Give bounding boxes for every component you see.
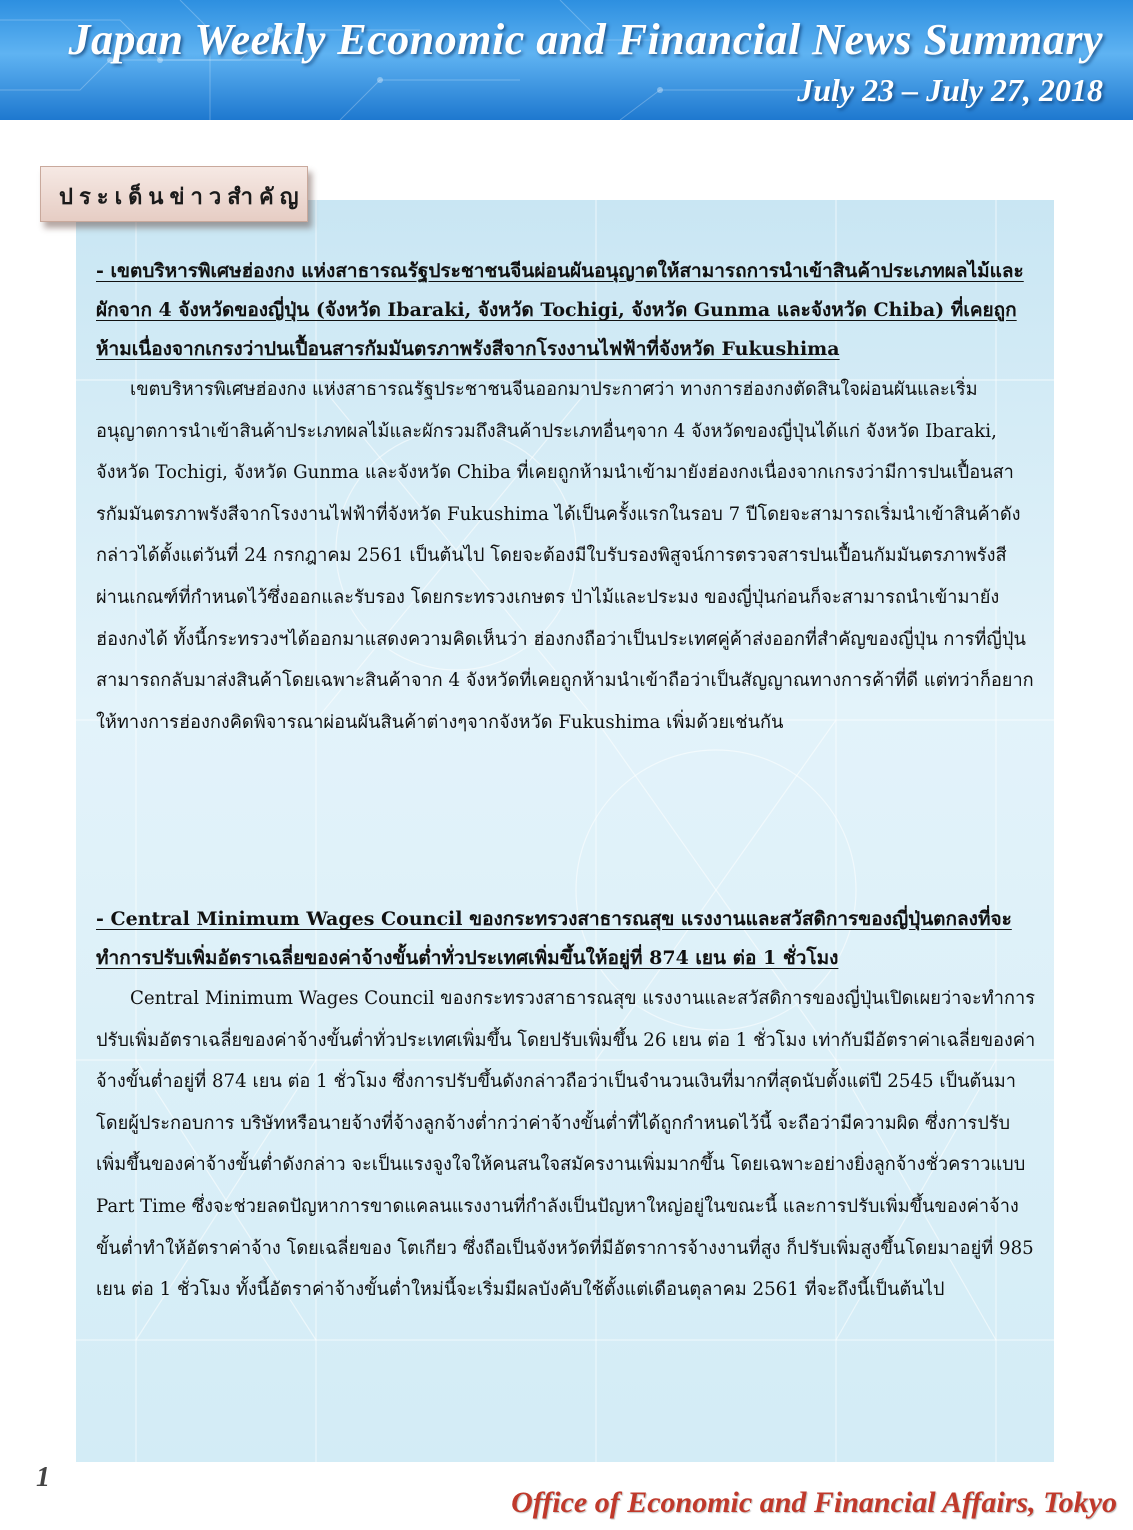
- article-body: เขตบริหารพิเศษฮ่องกง แห่งสาธารณรัฐประชาชนจีนออกมาประกาศว่า ทางการฮ่องกงตัดสินใจผ่อนผันและเริ่มอนุญาตการนำเข้าสินค้าประเภทผลไม้และผักรวมถึงสินค้าประเภทอื่นๆจาก 4 จังหวัดของญี่ปุ่นได้แก่ จังหวัด Ibaraki, จังหวัด Tochigi, จังหวัด Gunma และจังหวัด Chiba ที่เคยถูกห้ามนำเข้ามายังฮ่องกงเนื่องจากเกรงว่ามีการปนเปื้อนสารกัมมันตรภาพรังสีจากโรงงานไฟฟ้าที่จังหวัด Fukushima ได้เป็นครั้งแรกในรอบ 7 ปีโดยจะสามารถเริ่มนำเข้าสินค้าดังกล่าวได้ตั้งแต่วันที่ 24 กรกฎาคม 2561 เป็นต้นไป โดยจะต้องมีใบรับรองพิสูจน์การตรวจสารปนเปื้อนกัมมันตรภาพรังสีผ่านเกณฑ์ที่กำหนดไว้ซึ่งออกและรับรอง โดยกระทรวงเกษตร ป่าไม้และประมง ของญี่ปุ่นก่อนก็จะสามารถนำเข้ามายังฮ่องกงได้ ทั้งนี้กระทรวงฯได้ออกมาแสดงความคิดเห็นว่า ฮ่องกงถือว่าเป็นประเทศคู่ค้าส่งออกที่สำคัญของญี่ปุ่น การที่ญี่ปุ่นสามารถกลับมาส่งสินค้าโดยเฉพาะสินค้าจาก 4 จังหวัดที่เคยถูกห้ามนำเข้าถือว่าเป็นสัญญาณทางการค้าที่ดี แต่ทว่าก็อยากให้ทางการฮ่องกงคิดพิจารณาผ่อนผันสินค้าต่างๆจากจังหวัด Fukushima เพิ่มด้วยเช่นกัน: [96, 379, 1034, 733]
- section-tab: [40, 166, 308, 222]
- article-headline: - Central Minimum Wages Council ของกระทรวงสาธารณสุข แรงงานและสวัสดิการของญี่ปุ่นตกลงที่จะทำการปรับเพิ่มอัตราเฉลี่ยของค่าจ้างขั้นต่ำทั่วประเทศเพิ่มขึ้นให้อยู่ที่ 874 เยน ต่อ 1 ชั่วโมง: [96, 908, 1012, 969]
- date-range: July 23 – July 27, 2018: [797, 72, 1103, 108]
- article: [96, 900, 1036, 1311]
- article-body: Central Minimum Wages Council ของกระทรวงสาธารณสุข แรงงานและสวัสดิการของญี่ปุ่นเปิดเผยว่าจะทำการปรับเพิ่มอัตราเฉลี่ยของค่าจ้างขั้นต่ำทั่วประเทศเพิ่มขึ้น โดยปรับเพิ่มขึ้น 26 เยน ต่อ 1 ชั่วโมง เท่ากับมีอัตราค่าเฉลี่ยของค่าจ้างขั้นต่ำอยู่ที่ 874 เยน ต่อ 1 ชั่วโมง ซึ่งการปรับขึ้นดังกล่าวถือว่าเป็นจำนวนเงินที่มากที่สุดนับตั้งแต่ปี 2545 เป็นต้นมา โดยผู้ประกอบการ บริษัทหรือนายจ้างที่จ้างลูกจ้างต่ำกว่าค่าจ้างขั้นต่ำที่ได้ถูกกำหนดไว้นี้ จะถือว่ามีความผิด ซึ่งการปรับเพิ่มขึ้นของค่าจ้างขั้นต่ำดังกล่าว จะเป็นแรงจูงใจให้คนสนใจสมัครงานเพิ่มมากขึ้น โดยเฉพาะอย่างยิ่งลูกจ้างชั่วคราวแบบ Part Time ซึ่งจะช่วยลดปัญหาการขาดแคลนแรงงานที่กำลังเป็นปัญหาใหญ่อยู่ในขณะนี้ และการปรับเพิ่มขึ้นของค่าจ้างขั้นต่ำทำให้อัตราค่าจ้าง โดยเฉลี่ยของ โตเกียว ซึ่งถือเป็นจังหวัดที่มีอัตราการจ้างงานที่สูง ก็ปรับเพิ่มสูงขึ้นโดยมาอยู่ที่ 985 เยน ต่อ 1 ชั่วโมง ทั้งนี้อัตราค่าจ้างขั้นต่ำใหม่นี้จะเริ่มมีผลบังคับใช้ตั้งแต่เดือนตุลาคม 2561 ที่จะถึงนี้เป็นต้นไป: [96, 988, 1036, 1301]
- article-headline: - เขตบริหารพิเศษฮ่องกง แห่งสาธารณรัฐประชาชนจีนผ่อนผันอนุญาตให้สามารถการนำเข้าสินค้าประเภทผลไม้และผักจาก 4 จังหวัดของญี่ปุ่น (จังหวัด Ibaraki, จังหวัด Tochigi, จังหวัด Gunma และจังหวัด Chiba) ที่เคยถูกห้ามเนื่องจากเกรงว่าปนเปื้อนสารกัมมันตรภาพรังสีจากโรงงานไฟฟ้าที่จังหวัด Fukushima: [96, 260, 1024, 360]
- page-number: 1: [36, 1462, 50, 1493]
- footer-office-name: Office of Economic and Financial Affairs, Tokyo: [511, 1486, 1117, 1519]
- article: [96, 252, 1036, 743]
- document-title: Japan Weekly Economic and Financial News Summary: [68, 15, 1103, 64]
- section-label: ประเด็นข่าวสำคัญ: [59, 185, 305, 210]
- header-banner: [0, 0, 1133, 120]
